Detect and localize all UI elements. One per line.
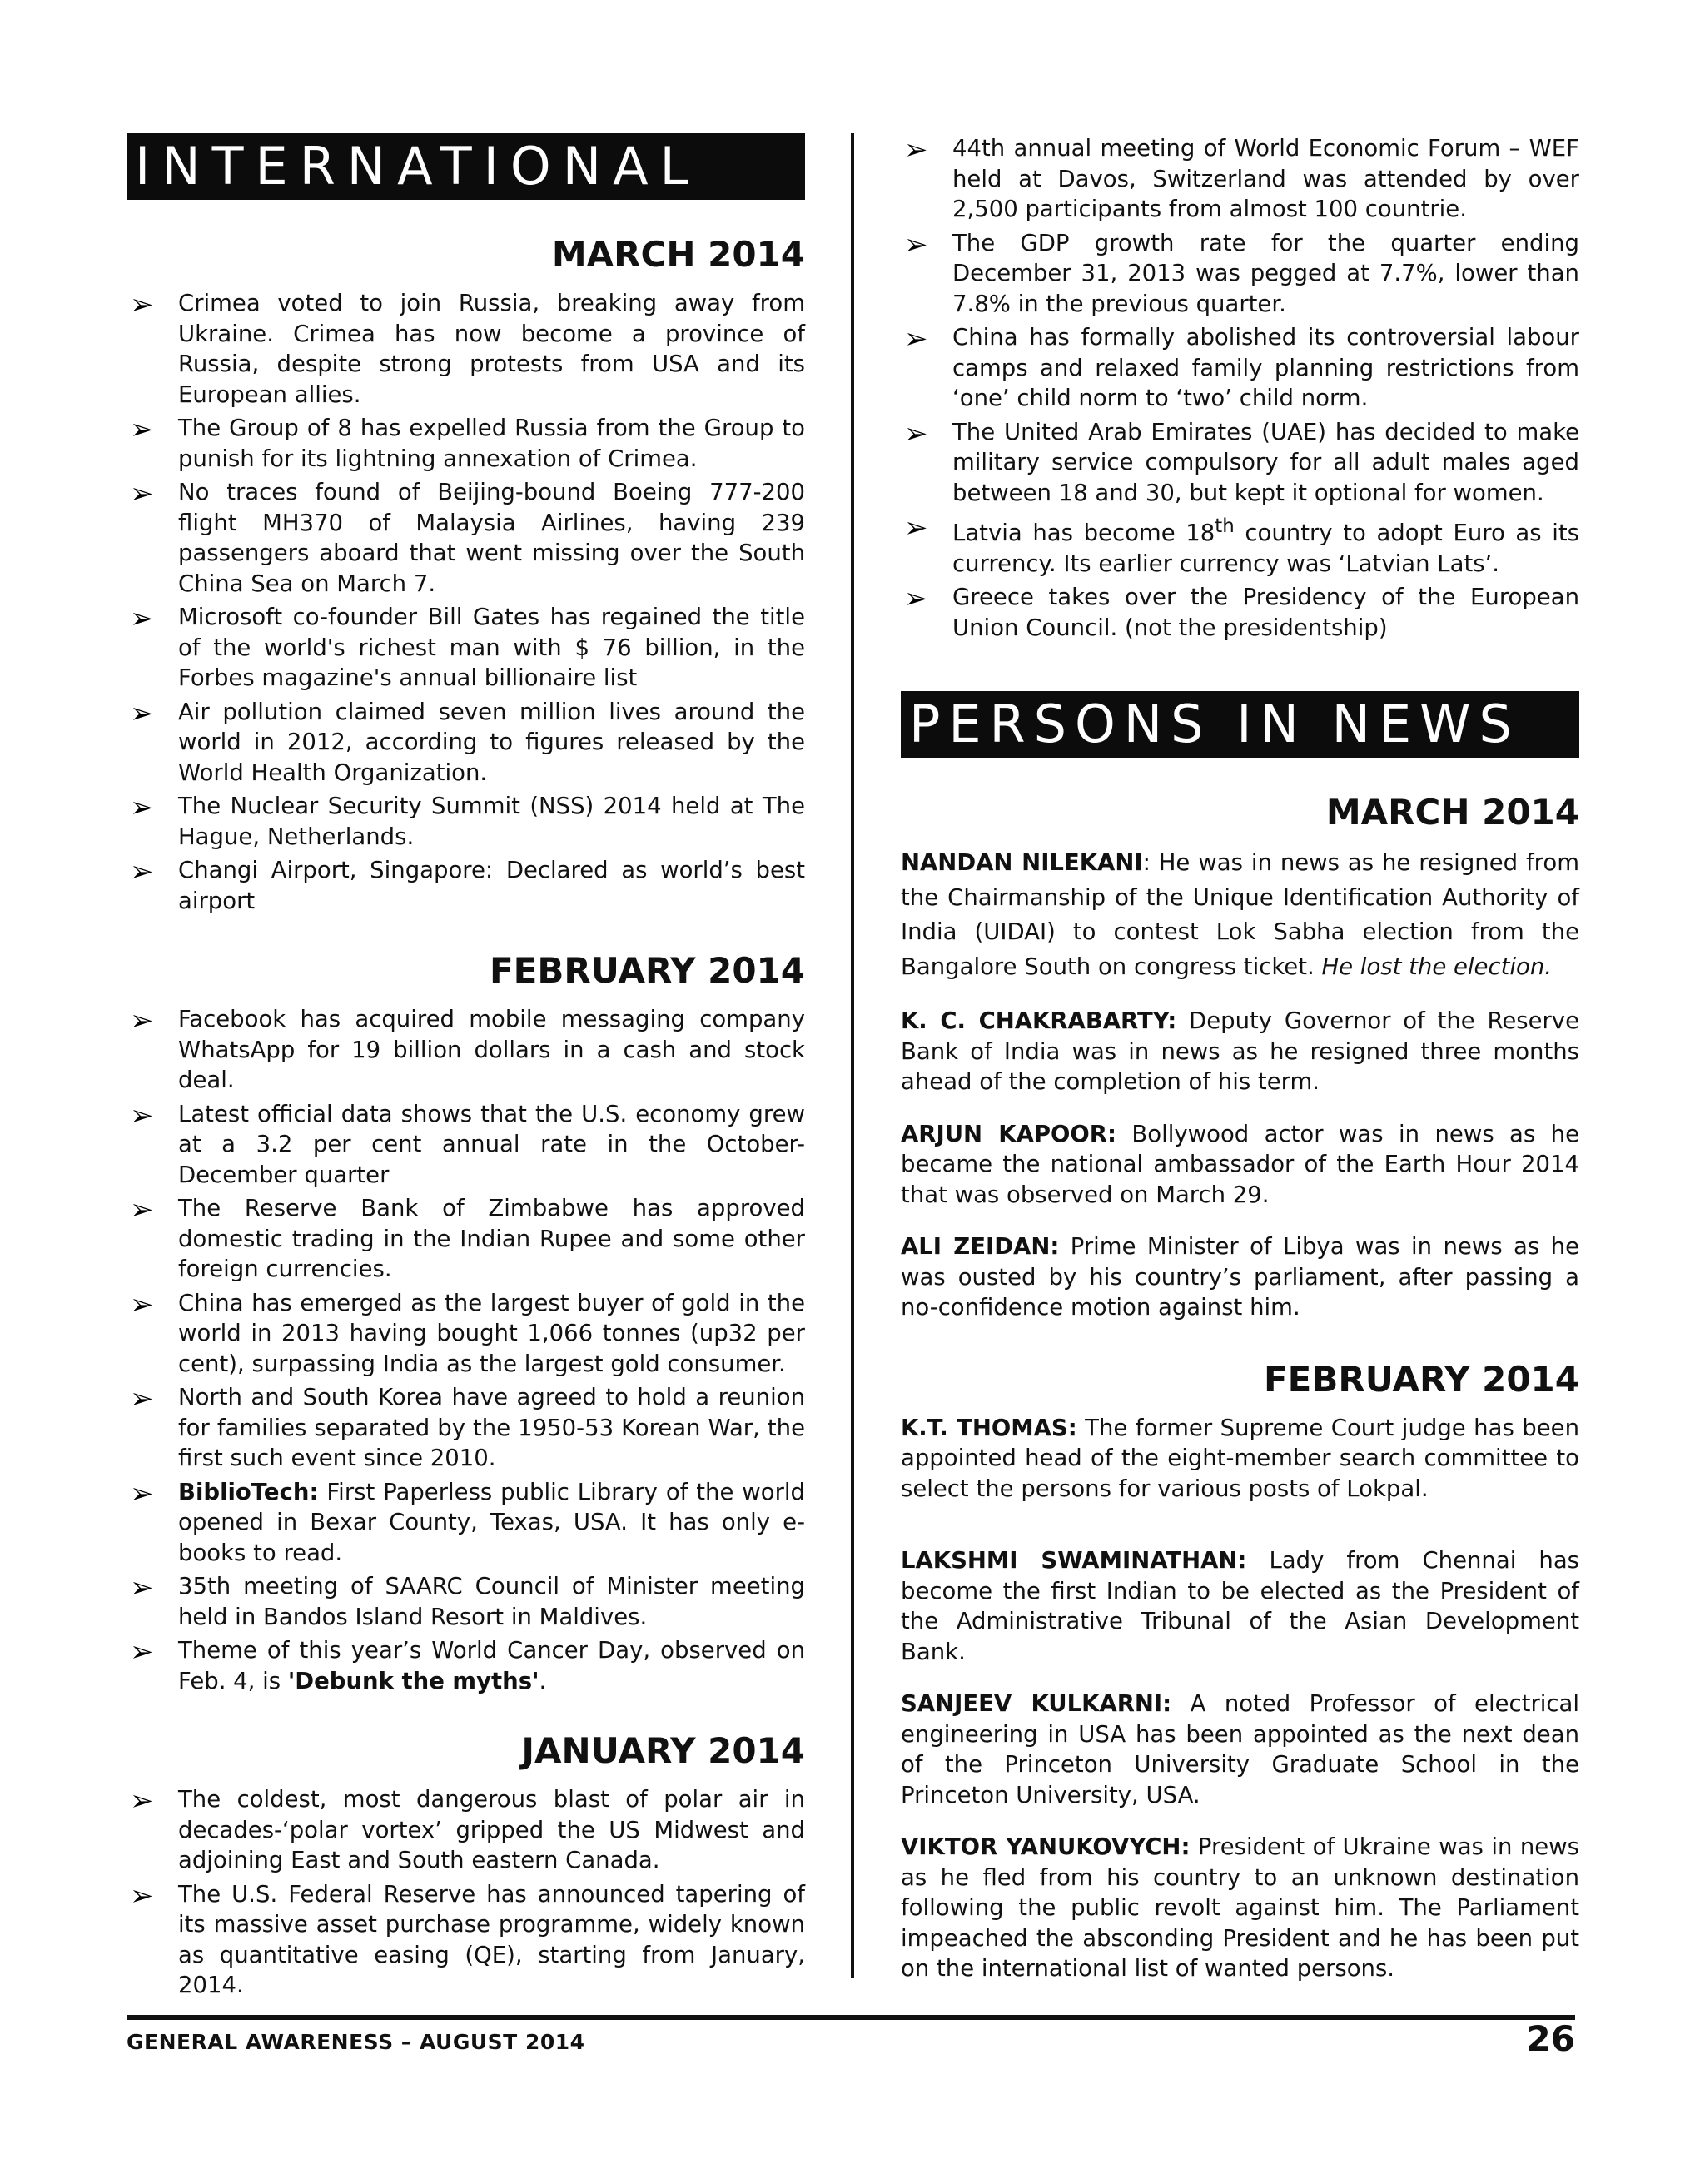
person-entry: SANJEEV KULKARNI: A noted Professor of electrical engineering in USA has been appointed as the next dean of the Princeton University Graduate School in the Princeton University, USA. <box>901 1690 1579 1808</box>
international-march-list <box>127 288 805 916</box>
list-item: ➢ North and South Korea have agreed to hold a reunion for families separated by the 1950-53 Korean War, the first such event since 2010. <box>130 1382 805 1471</box>
arrow-bullet-icon: ➢ <box>130 1784 154 1818</box>
arrow-bullet-icon: ➢ <box>130 1878 154 1913</box>
person-entry: K.T. THOMAS: The former Supreme Court judge has been appointed head of the eight-member search committee to select the persons for various posts of Lokpal. <box>901 1414 1579 1502</box>
footer-rule <box>127 2015 1575 2020</box>
international-march-heading: MARCH 2014 <box>551 234 805 275</box>
column-divider <box>851 133 854 1978</box>
arrow-bullet-icon: ➢ <box>904 133 928 167</box>
international-banner: INTERNATIONAL <box>127 133 805 200</box>
list-item: ➢ BiblioTech: First Paperless public Library of the world opened in Bexar County, Texas, USA. It has only e-books to read. <box>130 1476 805 1566</box>
list-item: ➢ Crimea voted to join Russia, breaking away from Ukraine. Crimea has now become a province of Russia, despite strong protests from USA and its European allies. <box>130 288 805 408</box>
person-entry: ALI ZEIDAN: Prime Minister of Libya was in news as he was ousted by his country’s parliament, after passing a no-confidence motion against him. <box>901 1233 1579 1321</box>
list-item: ➢ The coldest, most dangerous blast of polar air in decades-‘polar vortex’ gripped the US Midwest and adjoining East and South eastern Canada. <box>130 1784 805 1873</box>
arrow-bullet-icon: ➢ <box>904 511 928 545</box>
right-column <box>901 133 1579 2006</box>
persons-in-news-banner: PERSONS IN NEWS <box>901 691 1579 758</box>
person-entry: VIKTOR YANUKOVYCH: President of Ukraine was in news as he fled from his country to an unknown destination following the public revolt against him. The Parliament impeached the absconding President and he has been put on the international list of wanted persons. <box>901 1833 1579 1983</box>
list-item: ➢ The Nuclear Security Summit (NSS) 2014 held at The Hague, Netherlands. <box>130 791 805 850</box>
list-item: ➢ Latvia has become 18th country to adopt Euro as its currency. Its earlier currency was ‘Latvian Lats’. <box>904 511 1579 577</box>
list-item: ➢ No traces found of Beijing-bound Boeing 777-200 flight MH370 of Malaysia Airlines, having 239 passengers aboard that went missing over the South China Sea on March 7. <box>130 477 805 597</box>
list-item: ➢ The Reserve Bank of Zimbabwe has approved domestic trading in the Indian Rupee and some other foreign currencies. <box>130 1193 805 1282</box>
person-entry: ARJUN KAPOOR: Bollywood actor was in news as he became the national ambassador of the Earth Hour 2014 that was observed on March 29. <box>901 1120 1579 1208</box>
arrow-bullet-icon: ➢ <box>130 288 154 321</box>
list-item: ➢ 35th meeting of SAARC Council of Minister meeting held in Bandos Island Resort in Maldives. <box>130 1571 805 1630</box>
arrow-bullet-icon: ➢ <box>130 1571 154 1604</box>
arrow-bullet-icon: ➢ <box>130 1382 154 1415</box>
arrow-bullet-icon: ➢ <box>130 696 154 730</box>
list-item: ➢ The Group of 8 has expelled Russia from the Group to punish for its lightning annexation of Crimea. <box>130 413 805 472</box>
list-item: ➢ China has formally abolished its controversial labour camps and relaxed family planning restrictions from ‘one’ child norm to ‘two’ child norm. <box>904 322 1579 411</box>
arrow-bullet-icon: ➢ <box>130 791 154 824</box>
arrow-bullet-icon: ➢ <box>130 1098 154 1132</box>
arrow-bullet-icon: ➢ <box>130 1193 154 1226</box>
list-item: ➢ The U.S. Federal Reserve has announced tapering of its massive asset purchase programme, widely known as quantitative easing (QE), starting from January, 2014. <box>130 1878 805 1998</box>
persons-february-heading: FEBRUARY 2014 <box>1263 1358 1579 1400</box>
arrow-bullet-icon: ➢ <box>130 602 154 635</box>
arrow-bullet-icon: ➢ <box>130 413 154 446</box>
person-entry: LAKSHMI SWAMINATHAN: Lady from Chennai has become the first Indian to be elected as the President of the Administrative Tribunal of the Asian Development Bank. <box>901 1547 1579 1665</box>
list-item: ➢ Changi Airport, Singapore: Declared as world’s best airport <box>130 855 805 914</box>
list-item: ➢ Latest official data shows that the U.S. economy grew at a 3.2 per cent annual rate in the October-December quarter <box>130 1098 805 1188</box>
list-item: ➢ Theme of this year’s World Cancer Day, observed on Feb. 4, is 'Debunk the myths'. <box>130 1635 805 1694</box>
list-item: ➢ Microsoft co-founder Bill Gates has regained the title of the world's richest man with $ 76 billion, in the Forbes magazine's annual billionaire list <box>130 602 805 691</box>
international-january-heading: JANUARY 2014 <box>521 1730 805 1771</box>
arrow-bullet-icon: ➢ <box>904 582 928 616</box>
list-item: ➢ Air pollution claimed seven million lives around the world in 2012, according to figures released by the World Health Organization. <box>130 696 805 786</box>
arrow-bullet-icon: ➢ <box>130 1476 154 1510</box>
arrow-bullet-icon: ➢ <box>130 1635 154 1669</box>
arrow-bullet-icon: ➢ <box>130 1004 154 1037</box>
arrow-bullet-icon: ➢ <box>130 477 154 510</box>
page-number: 26 <box>1526 2018 1575 2059</box>
international-february-heading: FEBRUARY 2014 <box>489 950 805 991</box>
list-item: ➢ The GDP growth rate for the quarter ending December 31, 2013 was pegged at 7.7%, lower than 7.8% in the previous quarter. <box>904 227 1579 317</box>
person-entry: NANDAN NILEKANI: He was in news as he resigned from the Chairmanship of the Unique Identification Authority of India (UIDAI) to contest Lok Sabha election from the Bangalore South on congress ticket. He lost the election. <box>901 849 1579 980</box>
list-item: ➢ The United Arab Emirates (UAE) has decided to make military service compulsory for all adult males aged between 18 and 30, but kept it optional for women. <box>904 416 1579 506</box>
footer-title: GENERAL AWARENESS – AUGUST 2014 <box>127 2030 585 2054</box>
list-item: ➢ Greece takes over the Presidency of the European Union Council. (not the presidentship) <box>904 582 1579 641</box>
list-item: ➢ Facebook has acquired mobile messaging company WhatsApp for 19 billion dollars in a cash and stock deal. <box>130 1004 805 1093</box>
international-february-list <box>127 1004 805 1696</box>
list-item: ➢ 44th annual meeting of World Economic Forum – WEF held at Davos, Switzerland was attended by over 2,500 participants from almost 100 countrie. <box>904 133 1579 222</box>
persons-march-heading: MARCH 2014 <box>1325 792 1579 833</box>
arrow-bullet-icon: ➢ <box>904 227 928 261</box>
left-column <box>127 133 805 2004</box>
international-january-list <box>127 1784 805 2001</box>
arrow-bullet-icon: ➢ <box>904 322 928 356</box>
biblio-lead: BiblioTech: <box>178 1478 319 1505</box>
arrow-bullet-icon: ➢ <box>130 855 154 888</box>
international-continued-list <box>901 133 1579 643</box>
person-entry: K. C. CHAKRABARTY: Deputy Governor of the Reserve Bank of India was in news as he resigned three months ahead of the completion of his term. <box>901 1007 1579 1096</box>
arrow-bullet-icon: ➢ <box>130 1287 154 1321</box>
arrow-bullet-icon: ➢ <box>904 416 928 450</box>
list-item: ➢ China has emerged as the largest buyer of gold in the world in 2013 having bought 1,066 tonnes (up32 per cent), surpassing India as the largest gold consumer. <box>130 1287 805 1377</box>
